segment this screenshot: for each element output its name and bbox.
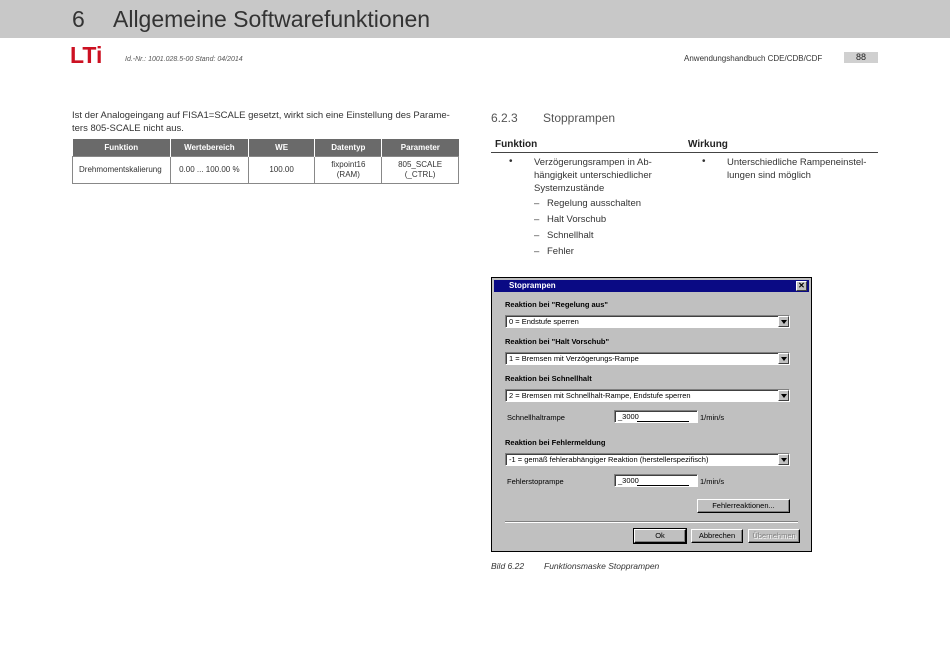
- header-datentyp: Datentyp: [315, 139, 382, 156]
- combo-regelung-value: 0 = Endstufe sperren: [509, 317, 579, 326]
- dash: –: [534, 214, 540, 225]
- dialog-title: Stoprampen: [509, 281, 556, 290]
- chapter-title: Allgemeine Softwarefunktionen: [113, 6, 431, 32]
- parameter-line-2: (_CTRL): [404, 169, 436, 179]
- list-item: [534, 246, 574, 257]
- cell-funktion: Drehmomentskalierung: [73, 156, 171, 183]
- header-funktion: Funktion: [73, 139, 171, 156]
- funktion-line-2: hängigkeit unterschiedlicher: [534, 170, 652, 181]
- figure-caption: Funktionsmaske Stopprampen: [544, 561, 660, 571]
- column-head-funktion: Funktion: [495, 139, 538, 150]
- datentyp-line-1: fixpoint16: [331, 159, 366, 169]
- dialog-separator: [505, 521, 798, 523]
- parameter-line-1: 805_SCALE: [398, 159, 443, 169]
- label-halt-vorschub: Reaktion bei "Halt Vorschub": [505, 337, 610, 346]
- bullet-wirkung: •: [702, 156, 706, 167]
- table-divider: [491, 152, 878, 153]
- funktion-line-3: Systemzustände: [534, 183, 605, 194]
- sub-item-label: Halt Vorschub: [547, 214, 607, 225]
- fehlerreaktionen-button[interactable]: Fehlerreaktionen...: [697, 499, 790, 513]
- dash: –: [534, 198, 540, 209]
- page-number: 88: [844, 52, 878, 63]
- close-icon[interactable]: ✕: [796, 281, 807, 291]
- chevron-down-icon[interactable]: [778, 390, 789, 401]
- section-title: Stopprampen: [543, 111, 616, 125]
- section-number: 6.2.3: [491, 111, 518, 125]
- cell-we: 100.00: [248, 156, 315, 183]
- label-fehlerstoprampe: Fehlerstoprampe: [507, 477, 564, 486]
- stoprampen-dialog: [491, 277, 812, 552]
- label-schnellhaltrampe: Schnellhaltrampe: [507, 413, 565, 422]
- dialog-title-bar: [494, 280, 809, 292]
- chevron-down-icon[interactable]: [778, 316, 789, 327]
- chapter-number: 6: [72, 6, 85, 32]
- fehlerstoprampe-unit: 1/min/s: [700, 477, 725, 486]
- header-parameter: Parameter: [382, 139, 459, 156]
- logo-text: LTi: [70, 43, 103, 65]
- bullet-funktion: •: [509, 156, 513, 167]
- datentyp-line-2: (RAM): [336, 169, 360, 179]
- label-fehlermeldung: Reaktion bei Fehlermeldung: [505, 438, 606, 447]
- combo-fehlermeldung[interactable]: [505, 453, 790, 466]
- figure-number: Bild 6.22: [491, 561, 525, 571]
- label-regelung-aus: Reaktion bei "Regelung aus": [505, 300, 608, 309]
- combo-regelung-aus[interactable]: [505, 315, 790, 328]
- schnellhaltrampe-input[interactable]: [614, 410, 698, 423]
- dash: –: [534, 246, 540, 257]
- fehlerstoprampe-input[interactable]: [614, 474, 698, 487]
- wirkung-line-2: lungen sind möglich: [727, 170, 811, 181]
- chapter-header-bar: [0, 0, 950, 38]
- fehlerstoprampe-value: _3000: [618, 476, 639, 485]
- column-head-wirkung: Wirkung: [688, 139, 728, 150]
- header-wertebereich: Wertebereich: [170, 139, 248, 156]
- chevron-down-icon[interactable]: [778, 353, 789, 364]
- parameter-table-header: [73, 139, 459, 156]
- intro-line-1: Ist der Analogeingang auf FISA1=SCALE gesetzt, wirkt sich eine Einstellung des Parame-: [72, 110, 450, 121]
- funktion-text: [534, 156, 664, 195]
- intro-paragraph: [72, 109, 462, 135]
- combo-schnellhalt[interactable]: [505, 389, 790, 402]
- abbrechen-button[interactable]: Abbrechen: [691, 529, 743, 543]
- parameter-table: [72, 139, 459, 184]
- uebernehmen-button[interactable]: Übernehmen: [748, 529, 800, 543]
- table-row: [73, 156, 459, 183]
- wirkung-text: [727, 156, 877, 182]
- ok-button[interactable]: Ok: [634, 529, 686, 543]
- intro-line-2: ters 805-SCALE nicht aus.: [72, 123, 184, 134]
- combo-halt-vorschub[interactable]: [505, 352, 790, 365]
- header-we: WE: [248, 139, 315, 156]
- list-item: [534, 198, 641, 209]
- combo-halt-value: 1 = Bremsen mit Verzögerungs-Rampe: [509, 354, 639, 363]
- combo-schnellhalt-value: 2 = Bremsen mit Schnellhalt-Rampe, Endstufe sperren: [509, 391, 691, 400]
- wirkung-line-1: Unterschiedliche Rampeneinstel-: [727, 157, 867, 168]
- list-item: [534, 214, 606, 225]
- sub-item-label: Schnellhalt: [547, 230, 594, 241]
- cell-datentyp: [315, 156, 382, 183]
- sub-item-label: Regelung ausschalten: [547, 198, 642, 209]
- funktion-line-1: Verzögerungsrampen in Ab-: [534, 157, 652, 168]
- combo-fehler-value: -1 = gemäß fehlerabhängiger Reaktion (herstellerspezifisch): [509, 455, 709, 464]
- schnellhaltrampe-unit: 1/min/s: [700, 413, 725, 422]
- lti-logo: [70, 43, 110, 65]
- chevron-down-icon[interactable]: [778, 454, 789, 465]
- list-item: [534, 230, 593, 241]
- cell-wertebereich: 0.00 ... 100.00 %: [170, 156, 248, 183]
- handbook-title: Anwendungshandbuch CDE/CDB/CDF: [684, 54, 823, 63]
- dash: –: [534, 230, 540, 241]
- cell-parameter: [382, 156, 459, 183]
- sub-item-label: Fehler: [547, 246, 574, 257]
- document-id: Id.-Nr.: 1001.028.5-00 Stand: 04/2014: [125, 56, 243, 63]
- label-schnellhalt: Reaktion bei Schnellhalt: [505, 374, 592, 383]
- schnellhaltrampe-value: _3000: [618, 412, 639, 421]
